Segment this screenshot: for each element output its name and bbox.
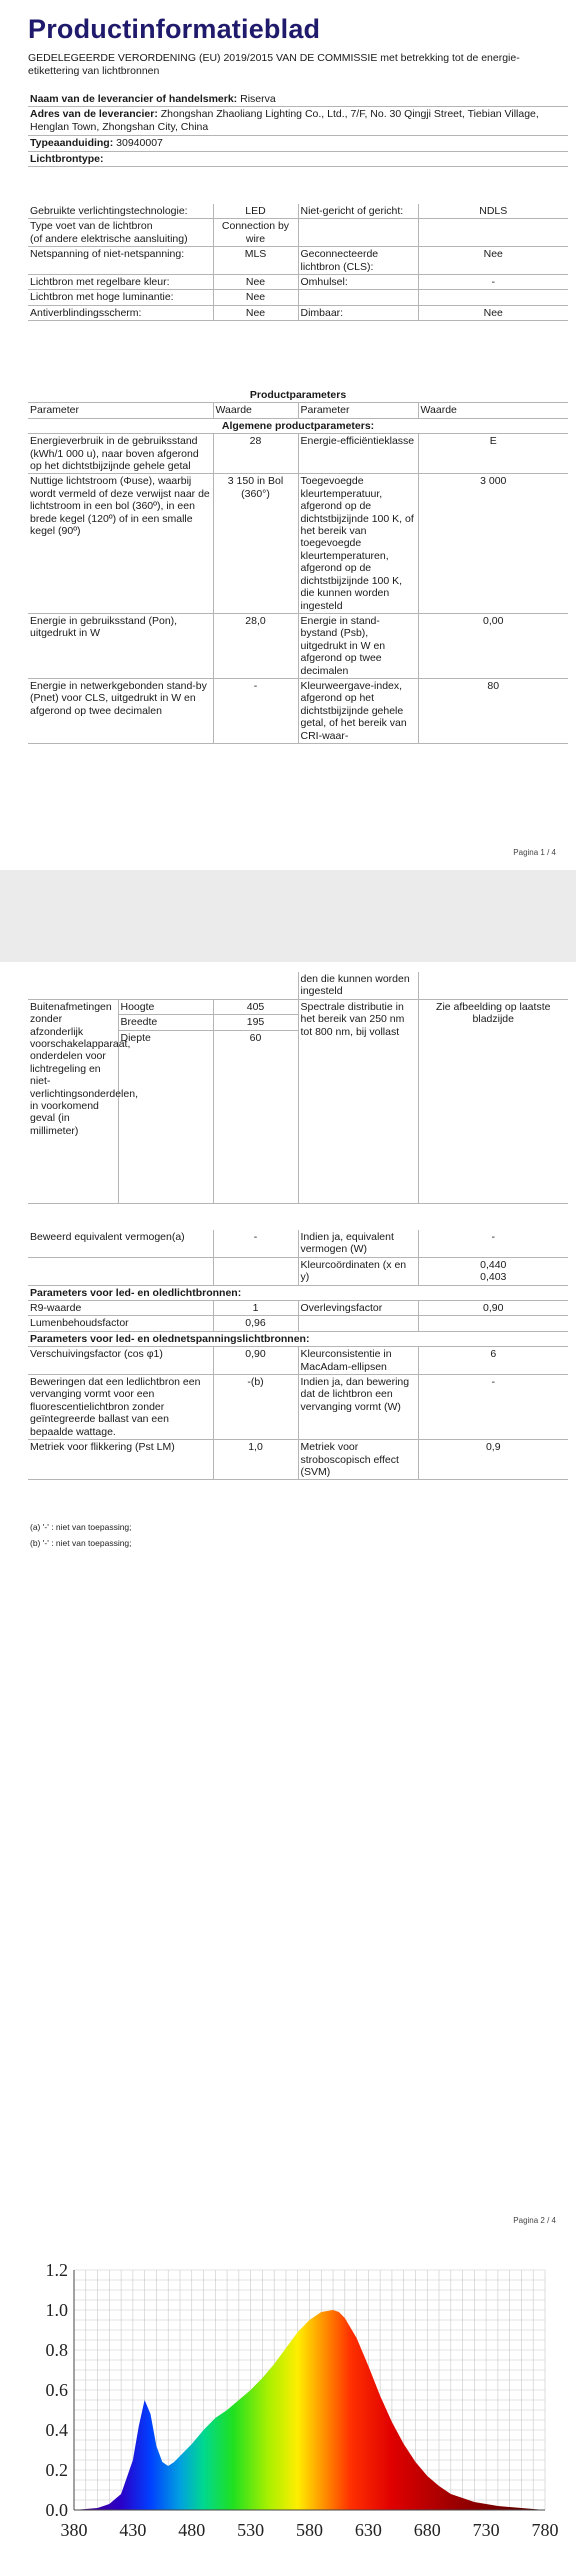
lightsource-param: [298, 290, 418, 305]
equiv-param-param: Beweerd equivalent vermogen(a): [28, 1230, 213, 1257]
page-1: [0, 0, 576, 870]
x-tick-label: 380: [60, 2520, 88, 2540]
lightsource-param: Omhulsel:: [298, 275, 418, 290]
params-continued-table: [28, 972, 568, 1204]
equiv-param-row: [28, 1257, 568, 1285]
lightsource-param: Geconnecteerde lichtbron (CLS):: [298, 247, 418, 275]
general-params-heading: Algemene productparameters:: [28, 418, 568, 433]
product-param-row: [28, 434, 568, 474]
product-param-value: 0,00: [418, 613, 568, 678]
x-tick-label: 730: [472, 2520, 500, 2540]
product-param-param: Nuttige lichtstroom (Φuse), waarbij wordt vermeld of deze verwijst naar de lichtstroom in een bol (360º), in een brede kegel (120º) of in een smalle kegel (90º): [28, 474, 213, 613]
y-tick-label: 0.0: [45, 2500, 68, 2520]
led-param-value: [418, 1316, 568, 1331]
supplier-table: [28, 92, 568, 167]
led-param-param: [298, 1316, 418, 1331]
y-tick-label: 1.2: [45, 2260, 68, 2280]
mains-param-param: Beweringen dat een ledlichtbron een vervanging vormt voor een fluorescentielichtbron zonder geïntegreerde ballast van een bepaalde wattage.: [28, 1375, 213, 1440]
product-param-value: 28,0: [213, 613, 298, 678]
dim-label-height: Hoogte: [118, 999, 213, 1014]
lightsource-param: Netspanning of niet-netspanning:: [28, 247, 213, 275]
dim-label-depth: Diepte: [118, 1030, 213, 1203]
product-param-param: Energie in stand-bystand (Psb), uitgedrukt in W en afgerond op twee decimalen: [298, 613, 418, 678]
mains-param-param: Verschuivingsfactor (cos φ1): [28, 1347, 213, 1375]
lightsource-param: Lichtbron met hoge luminantie:: [28, 290, 213, 305]
lightsource-param: Type voet van de lichtbron (of andere elektrische aansluiting): [28, 219, 213, 247]
mains-param-row: [28, 1440, 568, 1480]
equiv-param-value: [213, 1257, 298, 1285]
lightsource-row: [28, 305, 568, 320]
led-param-row: [28, 1316, 568, 1331]
supplier-address-row: Adres van de leverancier: Zhongshan Zhaoliang Lighting Co., Ltd., 7/F, No. 30 Qingji Street, Tiebian Village, Henglan Town, Zhongshan City, China: [28, 107, 568, 136]
y-tick-label: 0.2: [45, 2460, 68, 2480]
regulation-intro: GEDELEGEERDE VERORDENING (EU) 2019/2015 VAN DE COMMISSIE met betrekking tot de energie-etikettering van lichtbronnen: [28, 52, 520, 77]
lightsource-value: Connection by wire: [213, 219, 298, 247]
x-tick-label: 530: [237, 2520, 265, 2540]
product-param-param: Kleurweergave-index, afgerond op het dichtstbijzijnde gehele getal, of het bereik van CRI-waar-: [298, 678, 418, 743]
lightsource-value: NDLS: [418, 204, 568, 219]
lightsource-row: [28, 290, 568, 305]
mains-param-value: -: [418, 1375, 568, 1440]
lightsource-value: Nee: [418, 247, 568, 275]
mains-param-param: Kleurconsistentie in MacAdam-ellipsen: [298, 1347, 418, 1375]
lightsource-value: MLS: [213, 247, 298, 275]
spectral-value: Zie afbeelding op laatste bladzijde: [418, 999, 568, 1203]
mains-param-value: -(b): [213, 1375, 298, 1440]
product-param-value: 80: [418, 678, 568, 743]
led-param-value: 0,90: [418, 1301, 568, 1316]
lightsource-value: Nee: [418, 305, 568, 320]
params-table-2: [28, 1230, 568, 1480]
col-header-parameter-2: Parameter: [298, 403, 418, 418]
col-header-value: Waarde: [213, 403, 298, 418]
product-param-param: Energie-efficiëntieklasse: [298, 434, 418, 474]
product-param-value: 3 150 in Bol (360°): [213, 474, 298, 613]
lightsource-value: -: [418, 275, 568, 290]
lightsource-value: [418, 219, 568, 247]
model-row: Typeaanduiding: 30940007: [28, 136, 568, 151]
lightsource-value: Nee: [213, 290, 298, 305]
dim-value-width: 195: [213, 1015, 298, 1030]
equiv-param-value: -: [418, 1230, 568, 1257]
product-param-row: [28, 474, 568, 613]
spectrum-svg: [40, 2260, 560, 2550]
lightsource-value: LED: [213, 204, 298, 219]
product-params-table: [28, 388, 568, 744]
x-tick-label: 680: [413, 2520, 441, 2540]
supplier-name-row: Naam van de leverancier of handelsmerk: Riserva: [28, 92, 568, 107]
product-params-heading: Productparameters: [28, 388, 568, 403]
lightsource-value: Nee: [213, 275, 298, 290]
equiv-param-value: -: [213, 1230, 298, 1257]
product-param-value: 28: [213, 434, 298, 474]
dim-value-height: 405: [213, 999, 298, 1014]
equiv-param-row: [28, 1230, 568, 1257]
x-tick-label: 480: [178, 2520, 206, 2540]
page-gap: [0, 870, 576, 962]
lightsource-param: Niet-gericht of gericht:: [298, 204, 418, 219]
product-param-param: Toegevoegde kleurtemperatuur, afgerond op de dichtstbijzijnde 100 K, of het bereik van toegevoegde kleurtemperaturen, afgerond op de dichtstbijzijnde 100 K, die kunnen worden ingesteld: [298, 474, 418, 613]
lightsource-row: [28, 247, 568, 275]
equiv-param-value: 0,440 0,403: [418, 1257, 568, 1285]
mains-param-value: 1,0: [213, 1440, 298, 1480]
page-title: Productinformatieblad: [28, 14, 321, 44]
mains-param-row: [28, 1375, 568, 1440]
mains-params-heading: Parameters voor led- en olednetspanningslichtbronnen:: [28, 1331, 568, 1346]
product-param-param: Energieverbruik in de gebruiksstand (kWh/1 000 u), naar boven afgerond op het dichtstbijzijnde gehele getal: [28, 434, 213, 474]
led-param-param: Lumenbehoudsfactor: [28, 1316, 213, 1331]
col-header-parameter: Parameter: [28, 403, 213, 418]
lightsource-param: [298, 219, 418, 247]
product-param-row: [28, 678, 568, 743]
footnote-a: (a) '-' : niet van toepassing;: [30, 1522, 132, 1532]
page-number: Pagina 1 / 4: [513, 848, 556, 857]
product-param-value: -: [213, 678, 298, 743]
y-tick-label: 0.8: [45, 2340, 68, 2360]
lightsource-row: [28, 219, 568, 247]
x-tick-label: 580: [296, 2520, 323, 2540]
equiv-param-param: Indien ja, equivalent vermogen (W): [298, 1230, 418, 1257]
product-param-row: [28, 613, 568, 678]
lightsource-row: [28, 275, 568, 290]
equiv-param-param: Kleurcoördinaten (x en y): [298, 1257, 418, 1285]
product-param-param: Energie in gebruiksstand (Pon), uitgedrukt in W: [28, 613, 213, 678]
mains-param-value: 0,90: [213, 1347, 298, 1375]
led-params-heading: Parameters voor led- en oledlichtbronnen:: [28, 1285, 568, 1300]
supplier-name: Riserva: [240, 93, 276, 105]
dim-value-depth: 60: [213, 1030, 298, 1203]
x-tick-label: 630: [354, 2520, 382, 2540]
lightsource-param: Gebruikte verlichtingstechnologie:: [28, 204, 213, 219]
product-param-value: 3 000: [418, 474, 568, 613]
led-param-value: 0,96: [213, 1316, 298, 1331]
equiv-param-param: [28, 1257, 213, 1285]
lightsource-type-heading: Lichtbrontype:: [28, 151, 568, 166]
lightsource-param: Lichtbron met regelbare kleur:: [28, 275, 213, 290]
y-tick-label: 0.4: [45, 2420, 68, 2440]
dim-label-width: Breedte: [118, 1015, 213, 1030]
footnote-b: (b) '-' : niet van toepassing;: [30, 1538, 132, 1548]
lightsource-param: Dimbaar:: [298, 305, 418, 320]
page-2: [0, 962, 576, 2244]
mains-param-row: [28, 1347, 568, 1375]
mains-param-param: Indien ja, dan bewering dat de lichtbron een vervanging vormt (W): [298, 1375, 418, 1440]
lightsource-value: Nee: [213, 305, 298, 320]
led-param-param: Overlevingsfactor: [298, 1301, 418, 1316]
x-tick-label: 780: [531, 2520, 559, 2540]
lightsource-type-table: [28, 204, 568, 321]
product-param-param: Energie in netwerkgebonden stand-by (Pnet) voor CLS, uitgedrukt in W en afgerond op twee decimalen: [28, 678, 213, 743]
led-param-param: R9-waarde: [28, 1301, 213, 1316]
model-identifier: 30940007: [116, 137, 163, 150]
y-tick-label: 1.0: [45, 2300, 68, 2320]
cct-continuation: den die kunnen worden ingesteld: [298, 972, 418, 999]
mains-param-param: Metriek voor stroboscopisch effect (SVM): [298, 1440, 418, 1480]
lightsource-value: [418, 290, 568, 305]
x-tick-label: 430: [119, 2520, 147, 2540]
dimensions-label: Buitenafmetingen zonder afzonderlijk voorschakelapparaat, onderdelen voor lichtregeling en niet-verlichtingsonderdelen, in voorkomend geval (in millimeter): [28, 999, 118, 1203]
col-header-value-2: Waarde: [418, 403, 568, 418]
led-param-value: 1: [213, 1301, 298, 1316]
mains-param-param: Metriek voor flikkering (Pst LM): [28, 1440, 213, 1480]
page-number-2: Pagina 2 / 4: [513, 2216, 556, 2225]
mains-param-value: 0,9: [418, 1440, 568, 1480]
lightsource-param: Antiverblindingsscherm:: [28, 305, 213, 320]
lightsource-row: [28, 204, 568, 219]
y-tick-label: 0.6: [45, 2380, 68, 2400]
mains-param-value: 6: [418, 1347, 568, 1375]
spectral-distribution-chart: [40, 2260, 560, 2550]
led-param-row: [28, 1301, 568, 1316]
spectral-label: Spectrale distributie in het bereik van 250 nm tot 800 nm, bij vollast: [298, 999, 418, 1203]
product-param-value: E: [418, 434, 568, 474]
supplier-address: Zhongshan Zhaoliang Lighting Co., Ltd., 7/F, No. 30 Qingji Street, Tiebian Village, Henglan Town, Zhongshan City, China: [30, 108, 539, 133]
